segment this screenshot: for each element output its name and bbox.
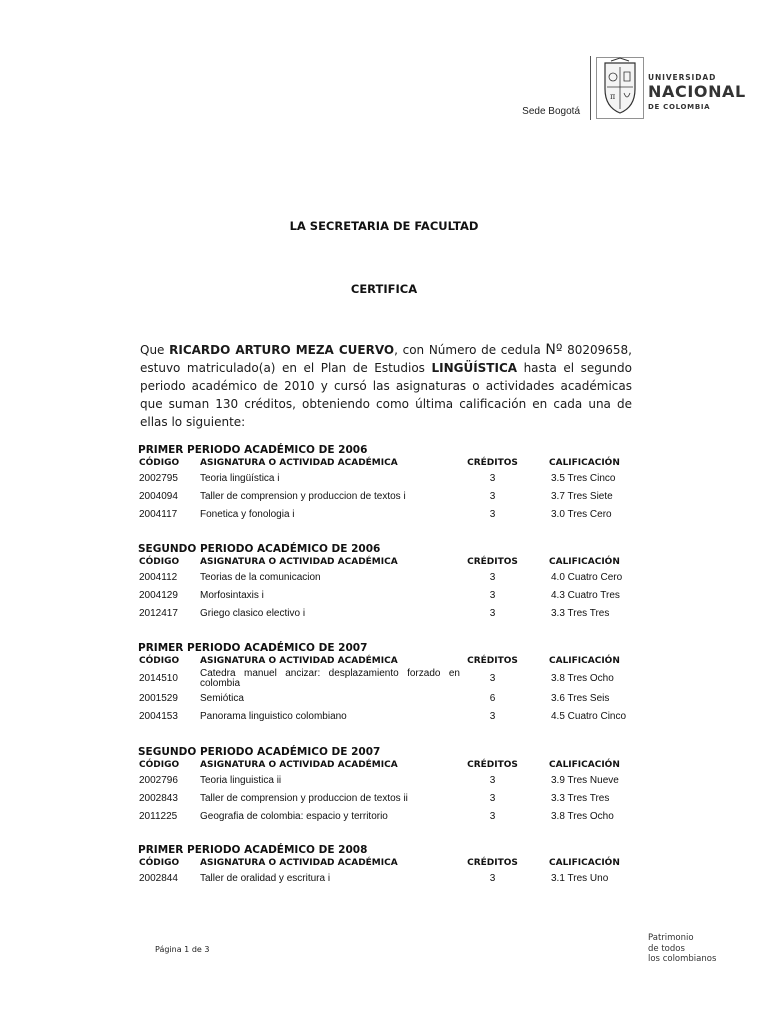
col-subject-header: ASIGNATURA O ACTIVIDAD ACADÉMICA: [200, 858, 398, 868]
university-logo: [596, 57, 744, 137]
period-section: [138, 641, 638, 726]
course-grade: 3.3 Tres Tres: [551, 608, 610, 619]
course-name: Taller de comprension y produccion de textos ii: [200, 793, 408, 804]
col-grade-header: CALIFICACIÓN: [549, 557, 620, 567]
course-grade: 4.3 Cuatro Tres: [551, 590, 620, 601]
table-row: [138, 569, 638, 587]
period-title: PRIMER PERIODO ACADÉMICO DE 2006: [138, 444, 368, 456]
course-credits: 3: [489, 793, 496, 804]
table-header: [138, 759, 638, 772]
course-name: Teoria lingüística i: [200, 473, 280, 484]
course-credits: 3: [489, 491, 496, 502]
table-header: [138, 556, 638, 569]
course-grade: 3.1 Tres Uno: [551, 873, 609, 884]
course-grade: 4.5 Cuatro Cinco: [551, 711, 627, 722]
course-name: Geografia de colombia: espacio y territorio: [200, 811, 388, 822]
col-grade-header: CALIFICACIÓN: [549, 656, 620, 666]
course-code: 2004094: [139, 491, 178, 502]
col-code-header: CÓDIGO: [139, 557, 180, 567]
course-credits: 3: [489, 873, 496, 884]
logo-text-de-colombia: DE COLOMBIA: [648, 103, 711, 111]
table-row: [138, 506, 638, 524]
course-credits: 3: [489, 775, 496, 786]
col-credits-header: CRÉDITOS: [467, 656, 518, 666]
tagline-line: de todos: [648, 943, 685, 954]
page-number: Página 1 de 3: [155, 945, 210, 954]
table-row: [138, 668, 638, 690]
course-name: Morfosintaxis i: [200, 590, 264, 601]
course-name: Semiótica: [200, 693, 244, 704]
table-row: [138, 605, 638, 623]
course-name: Panorama linguistico colombiano: [200, 711, 347, 722]
course-grade: 4.0 Cuatro Cero: [551, 572, 623, 583]
course-credits: 6: [489, 693, 496, 704]
course-code: 2002796: [139, 775, 178, 786]
course-grade: 3.9 Tres Nueve: [551, 775, 619, 786]
course-name: Teoria linguistica ii: [200, 775, 282, 786]
course-credits: 3: [489, 509, 496, 520]
logo-text-universidad: UNIVERSIDAD: [648, 73, 717, 82]
course-code: 2002795: [139, 473, 178, 484]
program-name: LINGÜÍSTICA: [431, 361, 518, 375]
course-credits: 3: [489, 711, 496, 722]
col-credits-header: CRÉDITOS: [467, 557, 518, 567]
svg-text:π: π: [610, 92, 616, 101]
table-header: [138, 655, 638, 668]
course-code: 2011225: [139, 811, 178, 822]
course-name: Taller de oralidad y escritura i: [200, 873, 331, 884]
period-section: [138, 843, 638, 888]
course-name: Fonetica y fonologia i: [200, 509, 295, 520]
logo-text-nacional: NACIONAL: [648, 82, 746, 101]
col-grade-header: CALIFICACIÓN: [549, 458, 620, 468]
course-grade: 3.6 Tres Seis: [551, 693, 610, 704]
col-subject-header: ASIGNATURA O ACTIVIDAD ACADÉMICA: [200, 458, 398, 468]
course-code: 2012417: [139, 608, 178, 619]
col-subject-header: ASIGNATURA O ACTIVIDAD ACADÉMICA: [200, 557, 398, 567]
table-row: [138, 708, 638, 726]
header-divider: [590, 56, 591, 120]
course-code: 2004129: [139, 590, 178, 601]
table-row: [138, 808, 638, 826]
statement-part-4: hasta el segundo periodo académico de 2010 y cursó las asignaturas o actividades académicas que suman 130 créditos, obteniendo como última calificación en cada una de ellas lo siguiente:: [140, 361, 632, 429]
course-code: 2004112: [139, 572, 178, 583]
col-subject-header: ASIGNATURA O ACTIVIDAD ACADÉMICA: [200, 656, 398, 666]
course-credits: 3: [489, 572, 496, 583]
course-name: Griego clasico electivo i: [200, 608, 306, 619]
course-code: 2004117: [139, 509, 178, 520]
number-sign: Nº: [545, 342, 563, 358]
issuer-title: LA SECRETARIA DE FACULTAD: [289, 219, 479, 233]
period-title: SEGUNDO PERIODO ACADÉMICO DE 2006: [138, 543, 381, 555]
col-credits-header: CRÉDITOS: [467, 858, 518, 868]
course-credits: 3: [489, 608, 496, 619]
tagline-line: Patrimonio: [648, 933, 694, 943]
table-row: [138, 587, 638, 605]
col-code-header: CÓDIGO: [139, 858, 180, 868]
table-header: [138, 857, 638, 870]
course-code: 2001529: [139, 693, 178, 704]
certifies-title: CERTIFICA: [350, 282, 418, 296]
table-row: [138, 470, 638, 488]
period-title: SEGUNDO PERIODO ACADÉMICO DE 2007: [138, 746, 381, 758]
col-grade-header: CALIFICACIÓN: [549, 858, 620, 868]
period-title: PRIMER PERIODO ACADÉMICO DE 2007: [138, 642, 368, 654]
course-grade: 3.3 Tres Tres: [551, 793, 610, 804]
col-code-header: CÓDIGO: [139, 760, 180, 770]
course-grade: 3.8 Tres Ocho: [551, 673, 614, 684]
course-name: Taller de comprension y produccion de textos i: [200, 491, 406, 502]
course-credits: 3: [489, 811, 496, 822]
col-code-header: CÓDIGO: [139, 656, 180, 666]
col-code-header: CÓDIGO: [139, 458, 180, 468]
col-credits-header: CRÉDITOS: [467, 760, 518, 770]
col-credits-header: CRÉDITOS: [467, 458, 518, 468]
col-subject-header: ASIGNATURA O ACTIVIDAD ACADÉMICA: [200, 760, 398, 770]
course-credits: 3: [489, 673, 496, 684]
table-header: [138, 457, 638, 470]
statement-que: Que: [140, 343, 165, 357]
course-name: Catedra manuel ancizar: desplazamiento forzado en colombia: [200, 668, 460, 689]
course-code: 2002843: [139, 793, 178, 804]
table-row: [138, 870, 638, 888]
course-credits: 3: [489, 590, 496, 601]
course-code: 2004153: [139, 711, 178, 722]
course-grade: 3.0 Tres Cero: [551, 509, 612, 520]
university-crest-icon: [596, 57, 644, 119]
statement-part-2: , con Número de cedula: [394, 343, 546, 357]
course-grade: 3.5 Tres Cinco: [551, 473, 616, 484]
table-row: [138, 690, 638, 708]
table-row: [138, 488, 638, 506]
student-name: RICARDO ARTURO MEZA CUERVO: [169, 343, 395, 357]
course-grade: 3.8 Tres Ocho: [551, 811, 614, 822]
col-grade-header: CALIFICACIÓN: [549, 760, 620, 770]
campus-label: Sede Bogotá: [522, 106, 580, 117]
course-code: 2014510: [139, 673, 178, 684]
table-row: [138, 790, 638, 808]
course-name: Teorias de la comunicacion: [200, 572, 321, 583]
table-row: [138, 772, 638, 790]
certificate-statement: [140, 341, 632, 431]
period-section: [138, 542, 638, 623]
statement-part-3: 80209658, estuvo matriculado(a) en el Plan de Estudios: [140, 343, 632, 375]
period-section: [138, 745, 638, 826]
course-credits: 3: [489, 473, 496, 484]
tagline-line: los colombianos: [648, 954, 717, 964]
period-title: PRIMER PERIODO ACADÉMICO DE 2008: [138, 844, 368, 856]
period-section: [138, 443, 638, 524]
course-code: 2002844: [139, 873, 178, 884]
course-grade: 3.7 Tres Siete: [551, 491, 613, 502]
patrimonio-tagline: [648, 933, 716, 965]
